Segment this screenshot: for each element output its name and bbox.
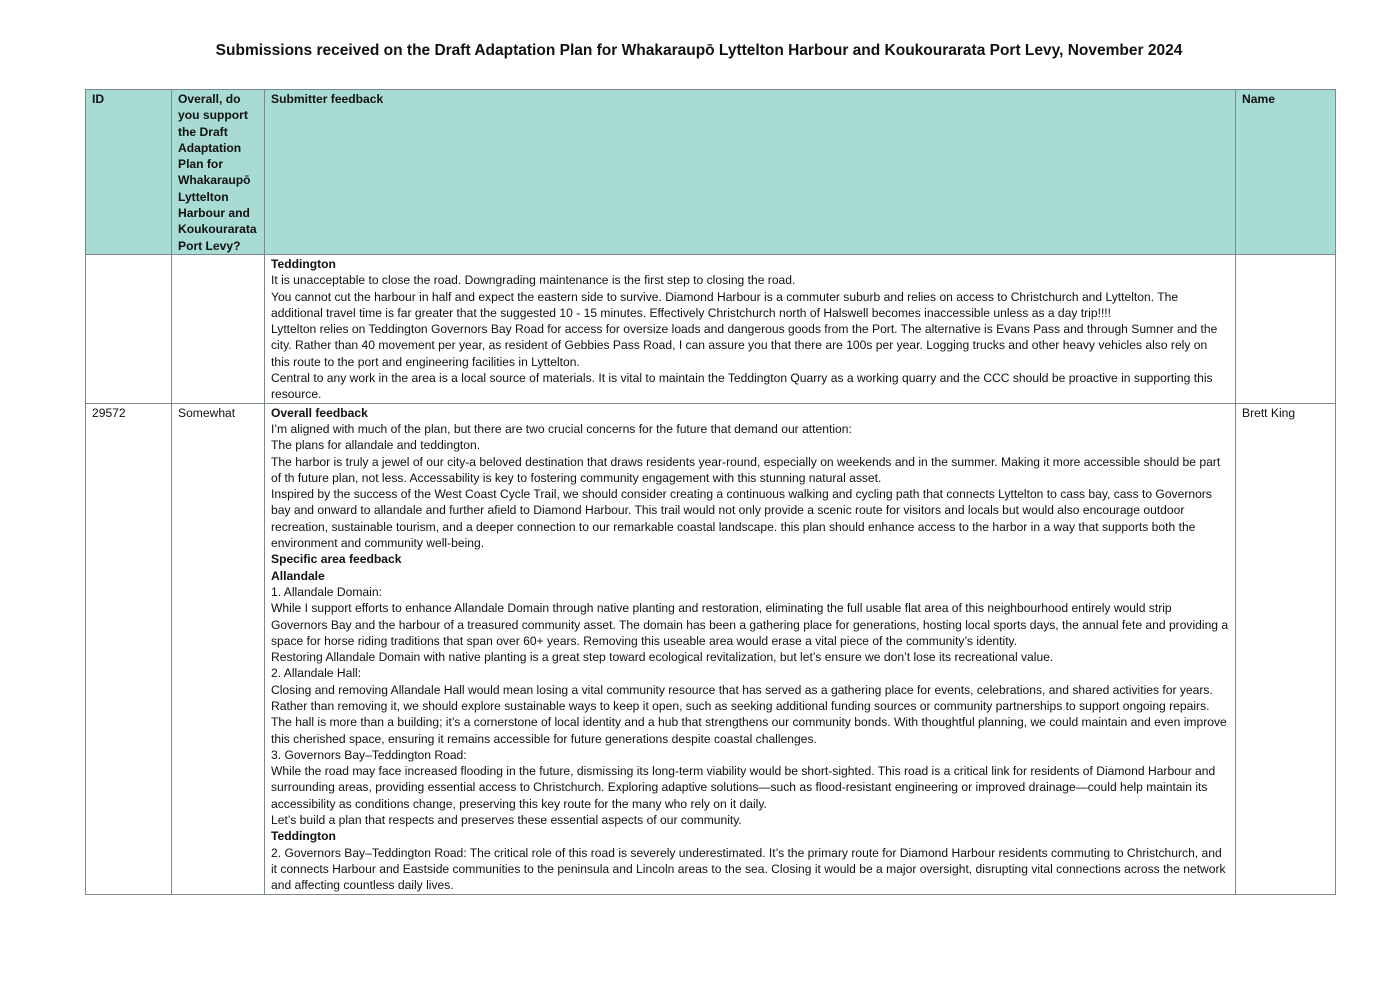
submissions-table (85, 89, 1336, 895)
feedback-paragraph: It is unacceptable to close the road. Downgrading maintenance is the first step to closing the road. (271, 273, 796, 288)
header-support: Overall, do you support the Draft Adaptation Plan for Whakaraupō Lyttelton Harbour and Koukourarata Port Levy? (172, 90, 265, 255)
feedback-heading: Teddington (271, 256, 336, 271)
feedback-paragraph: The harbor is truly a jewel of our city-a beloved destination that draws residents year-round, especially on weekends and in the summer. Making it more accessible should be part of th future plan, not less. Accessability is key to fostering community engagement with this stunning natural asset. (271, 454, 1221, 485)
feedback-paragraph: Lyttelton relies on Teddington Governors Bay Road for access for oversize loads and dangerous goods from the Port. The alternative is Evans Pass and through Sumner and the city. Rather than 40 movement per year, as resident of Gebbies Pass Road, I can assure you that there are 100s per year. Logging trucks and other heavy vehicles also rely on this route to the port and engineering facilities in Lyttelton. (271, 322, 1218, 369)
cell-support (172, 254, 265, 403)
table-row (86, 403, 1336, 894)
header-name: Name (1236, 90, 1336, 255)
feedback-paragraph: 1. Allandale Domain: (271, 584, 382, 599)
cell-id (86, 254, 172, 403)
cell-name (1236, 254, 1336, 403)
cell-feedback (265, 403, 1236, 894)
feedback-paragraph: While the road may face increased flooding in the future, dismissing its long-term viability would be short-sighted. This road is a critical link for residents of Diamond Harbour and surrounding areas, providing essential access to Christchurch. Exploring adaptive solutions—such as flood-resistant engineering or improved drainage—could help maintain its accessibility as conditions change, preserving this key route for the many who rely on it daily. (271, 764, 1216, 811)
feedback-paragraph: 2. Governors Bay–Teddington Road: The critical role of this road is severely underestimated. It’s the primary route for Diamond Harbour residents commuting to Christchurch, and it connects Harbour and Eastside communities to the peninsula and Lincoln areas to the sea. Closing it would be a major oversight, disrupting vital connections across the network and affecting countless daily lives. (271, 845, 1226, 893)
document-title: Submissions received on the Draft Adaptation Plan for Whakaraupō Lyttelton Harbour and Koukourarata Port Levy, November 2024 (215, 42, 1183, 59)
feedback-paragraph: 3. Governors Bay–Teddington Road: (271, 747, 467, 762)
feedback-heading: Teddington (271, 829, 336, 844)
feedback-paragraph: The plans for allandale and teddington. (271, 438, 481, 453)
header-id: ID (86, 90, 172, 255)
cell-feedback (265, 254, 1236, 403)
feedback-paragraph: 2. Allandale Hall: (271, 666, 362, 681)
feedback-paragraph: Restoring Allandale Domain with native planting is a great step toward ecological revitalization, but let’s ensure we don’t lose its recreational value. (271, 650, 1054, 665)
table-row (86, 254, 1336, 403)
feedback-paragraph: While I support efforts to enhance Allandale Domain through native planting and restoration, eliminating the full usable flat area of this neighbourhood entirely would strip Governors Bay and the harbour of a treasured community asset. The domain has been a gathering place for generations, hosting local sports days, the annual fete and providing a space for horse riding traditions that span over 60+ years. Removing this useable area would erase a vital piece of the community’s identity. (271, 601, 1229, 648)
header-row (86, 90, 1336, 255)
feedback-paragraph: Let’s build a plan that respects and preserves these essential aspects of our community. (271, 813, 742, 828)
feedback-paragraph: You cannot cut the harbour in half and expect the eastern side to survive. Diamond Harbour is a commuter suburb and relies on access to Christchurch and Lyttelton. The additional travel time is far greater that the suggested 10 - 15 minutes. Effectively Christchurch north of Halswell becomes inaccessible unless as a day trip!!!! (271, 289, 1179, 320)
feedback-paragraph: Closing and removing Allandale Hall would mean losing a vital community resource that has served as a gathering place for events, celebrations, and shared activities for years. Rather than removing it, we should explore sustainable ways to keep it open, such as seeking additional funding sources or community partnerships to support ongoing repairs. The hall is more than a building; it’s a cornerstone of local identity and a hub that strengthens our community bonds. With thoughtful planning, we could maintain and even improve this cherished space, ensuring it remains accessible for future generations despite coastal challenges. (271, 682, 1227, 746)
feedback-paragraph: I’m aligned with much of the plan, but there are two crucial concerns for the future that demand our attention: (271, 421, 852, 436)
feedback-paragraph: Central to any work in the area is a local source of materials. It is vital to maintain the Teddington Quarry as a working quarry and the CCC should be proactive in supporting this resource. (271, 371, 1213, 402)
header-feedback: Submitter feedback (265, 90, 1236, 255)
feedback-paragraph: Inspired by the success of the West Coast Cycle Trail, we should consider creating a continuous walking and cycling path that connects Lyttelton to cass bay, cass to Governors bay and onward to allandale and further afield to Diamond Harbour. This trail would not only provide a scenic route for visitors and locals but would also encourage outdoor recreation, sustainable tourism, and a deeper connection to our remarkable coastal landscape. this plan should enhance access to the harbor in a way that supports both the environment and community well-being. (271, 487, 1212, 551)
feedback-heading: Overall feedback (271, 405, 368, 420)
cell-support: Somewhat (172, 403, 265, 894)
cell-name: Brett King (1236, 403, 1336, 894)
feedback-heading: Allandale (271, 568, 325, 583)
feedback-heading: Specific area feedback (271, 552, 402, 567)
cell-id: 29572 (86, 403, 172, 894)
